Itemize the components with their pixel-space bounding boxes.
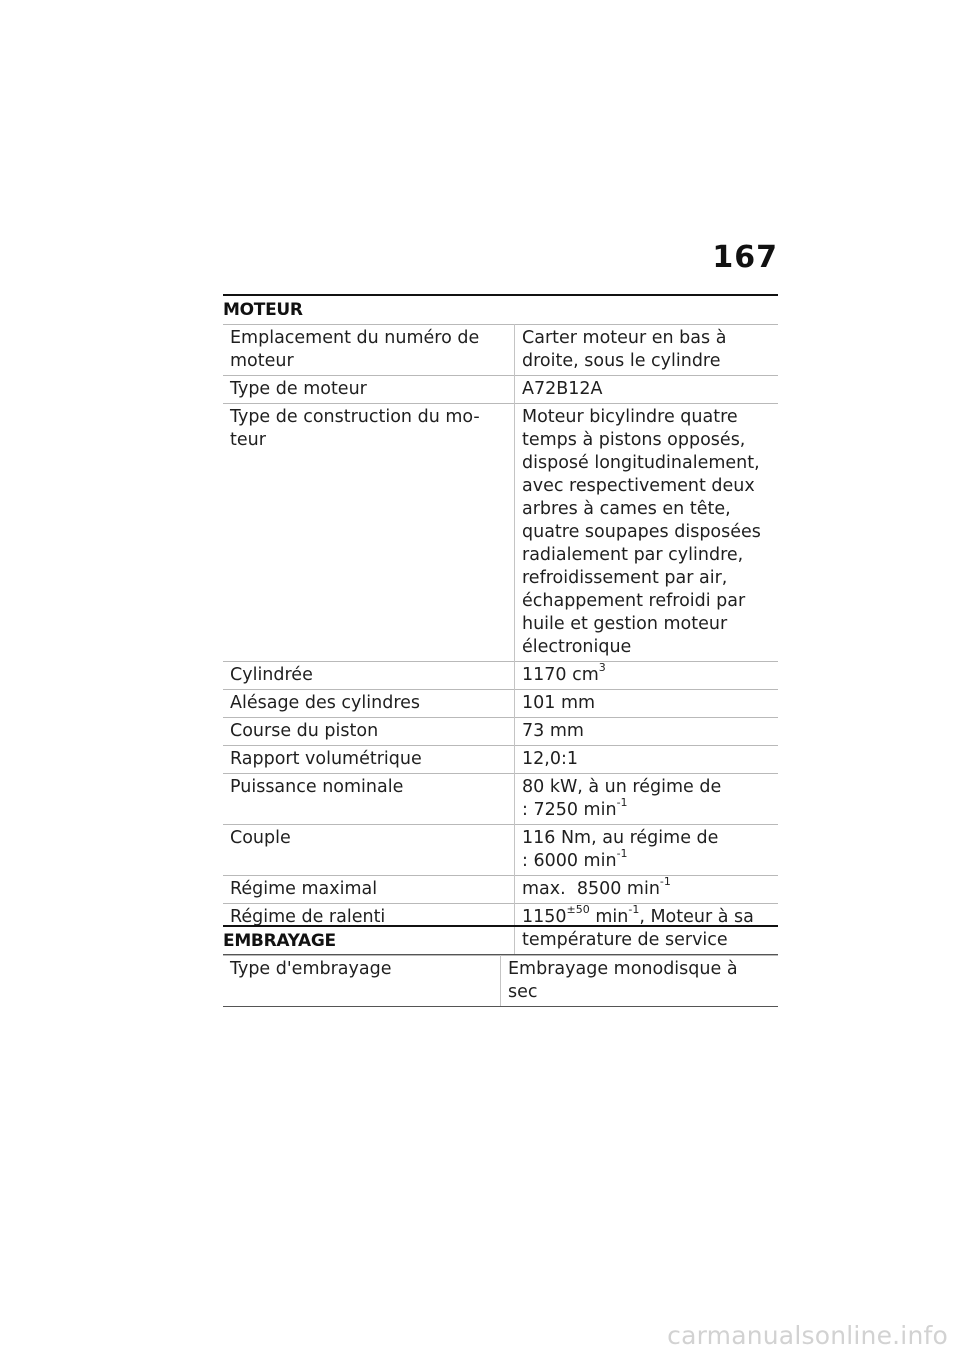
value-text: 1170 cm bbox=[522, 665, 599, 685]
table-row bbox=[223, 825, 778, 876]
value-superscript: -1 bbox=[616, 847, 628, 861]
value-superscript: -1 bbox=[616, 796, 628, 810]
spec-value bbox=[515, 876, 779, 904]
value-text: 116 Nm, au régime de : 6000 min bbox=[522, 828, 719, 871]
watermark: carmanualsonline.info bbox=[667, 1321, 948, 1350]
table-row bbox=[223, 662, 778, 690]
table-row bbox=[223, 404, 778, 662]
spec-value: 73 mm bbox=[515, 718, 779, 746]
table-row bbox=[223, 876, 778, 904]
spec-label: Alésage des cylindres bbox=[223, 690, 515, 718]
table-row bbox=[223, 956, 778, 1007]
value-text: , Moteur à sa température de service bbox=[522, 907, 754, 950]
table-row bbox=[223, 690, 778, 718]
spec-table-moteur bbox=[223, 324, 778, 955]
spec-table-embrayage bbox=[223, 955, 778, 1007]
spec-value: Moteur bicylindre quatre temps à pistons opposés, disposé longitudinalement, avec respectivement deux arbres à cames en tête, quatre soupapes disposées radialement par cylindre, refroidissement par air, échappement refroidi par huile et gestion moteur électronique bbox=[515, 404, 779, 662]
section-moteur bbox=[223, 294, 778, 955]
spec-value bbox=[515, 774, 779, 825]
table-row bbox=[223, 325, 778, 376]
value-text: max. 8500 min bbox=[522, 879, 660, 899]
spec-label: Régime maximal bbox=[223, 876, 515, 904]
spec-value: A72B12A bbox=[515, 376, 779, 404]
spec-label: Puissance nominale bbox=[223, 774, 515, 825]
spec-label: Cylindrée bbox=[223, 662, 515, 690]
value-superscript: -1 bbox=[628, 903, 640, 917]
value-text: 1150 bbox=[522, 907, 567, 927]
value-superscript: 3 bbox=[598, 661, 606, 675]
spec-value: Carter moteur en bas à droite, sous le cylindre bbox=[515, 325, 779, 376]
table-row bbox=[223, 746, 778, 774]
spec-label: Emplacement du numéro de moteur bbox=[223, 325, 515, 376]
page-number: 167 bbox=[712, 240, 778, 275]
table-row bbox=[223, 718, 778, 746]
spec-label: Type de construction du mo-teur bbox=[223, 404, 515, 662]
spec-value bbox=[515, 662, 779, 690]
spec-label: Rapport volumétrique bbox=[223, 746, 515, 774]
value-text: min bbox=[589, 907, 629, 927]
spec-label: Type de moteur bbox=[223, 376, 515, 404]
spec-label: Couple bbox=[223, 825, 515, 876]
spec-label: Course du piston bbox=[223, 718, 515, 746]
spec-value bbox=[515, 825, 779, 876]
spec-label: Régime de ralenti bbox=[223, 904, 515, 955]
section-embrayage bbox=[223, 925, 778, 1007]
section-heading: EMBRAYAGE bbox=[223, 931, 336, 951]
spec-label: Type d'embrayage bbox=[223, 956, 501, 1007]
table-row bbox=[223, 376, 778, 404]
section-heading: MOTEUR bbox=[223, 300, 303, 320]
spec-value: 101 mm bbox=[515, 690, 779, 718]
spec-value: 12,0:1 bbox=[515, 746, 779, 774]
value-superscript: -1 bbox=[659, 875, 671, 889]
table-row bbox=[223, 774, 778, 825]
value-superscript: ±50 bbox=[566, 903, 590, 917]
spec-value: Embrayage monodisque à sec bbox=[501, 956, 779, 1007]
value-text: 80 kW, à un régime de : 7250 min bbox=[522, 777, 722, 820]
